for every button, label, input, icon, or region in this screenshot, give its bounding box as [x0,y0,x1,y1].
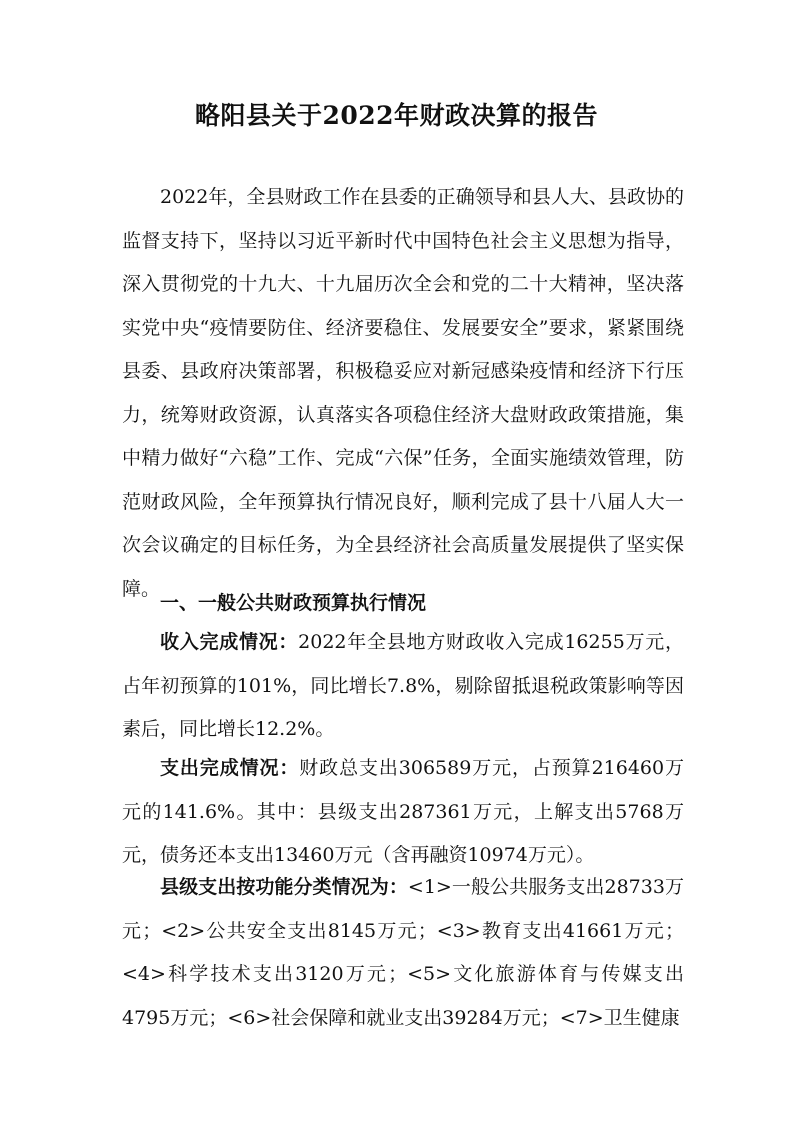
income-text: 2022年全县地方财政收入完成16255万元，占年初预算的101%，同比增长7.8%，剔除留抵退税政策影响等因素后，同比增长12.2%。 [122,631,684,740]
intro-paragraph: 2022年，全县财政工作在县委的正确领导和县人大、县政协的监督支持下，坚持以习近平新时代中国特色社会主义思想为指导，深入贯彻党的十九大、十九届历次全会和党的二十大精神，坚决落实党中央“疫情要防住、经济要稳住、发展要安全”要求，紧紧围绕县委、县政府决策部署，积极稳妥应对新冠感染疫情和经济下行压力，统筹财政资源，认真落实各项稳住经济大盘财政政策措施，集中精力做好“六稳”工作、完成“六保”任务，全面实施绩效管理，防范财政风险，全年预算执行情况良好，顺利完成了县十八届人大一次会议确定的目标任务，为全县经济社会高质量发展提供了坚实保障。 [122,186,684,600]
page-title: 略阳县关于2022年财政决算的报告 [194,101,599,130]
county-expenditure-text: <1>一般公共服务支出28733万元；<2>公共安全支出8145万元；<3>教育支出41661万元；<4>科学技术支出3120万元；<5>文化旅游体育与传媒支出4795万元；<6>社会保障和就业支出39284万元；<7>卫生健康 [122,876,684,1029]
expenditure-lead: 支出完成情况： [160,757,300,779]
income-lead: 收入完成情况： [160,631,299,653]
county-expenditure-lead: 县级支出按功能分类情况为： [160,876,408,898]
income-paragraph [122,621,684,752]
expenditure-paragraph [122,747,684,878]
county-expenditure-paragraph [122,866,684,1040]
expenditure-text: 财政总支出306589万元，占预算216460万元的141.6%。其中：县级支出287361万元，上解支出5768万元，债务还本支出13460万元（含再融资10974万元）。 [122,757,684,866]
section-heading: 一、一般公共财政预算执行情况 [160,592,427,614]
